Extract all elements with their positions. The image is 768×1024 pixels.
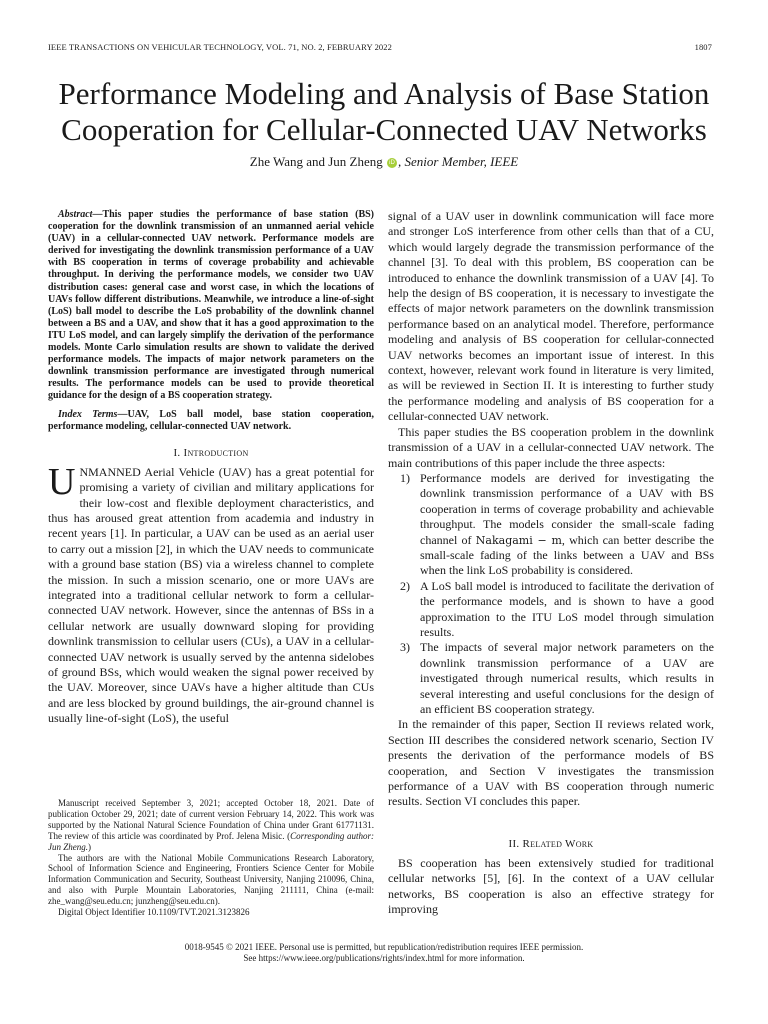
- list-item-text: The impacts of several major network parameters on the downlink transmission performance of a UAV are investigated through numerical results, which results in several interesting and useful conclusions for the design of an efficient BS cooperation strategy.: [420, 640, 714, 716]
- list-item: [388, 579, 714, 641]
- section-title: Introduction: [183, 446, 249, 459]
- footnotes: [48, 798, 374, 918]
- abstract-label: Abstract: [58, 209, 93, 220]
- list-item-text-end: , which can better describe the small-scale fading of the links between a UAV and BSs when the link LoS probability is considered.: [420, 532, 714, 578]
- list-item: [388, 640, 714, 717]
- list-item: [388, 471, 714, 579]
- footnote-doi: Digital Object Identifier 10.1109/TVT.2021.3123826: [58, 907, 250, 918]
- related-work-paragraph-1: BS cooperation has been extensively studied for traditional cellular networks [5], [6]. In the context of a UAV cellular networks, BS cooperation is also an effective strategy for improving: [388, 855, 714, 917]
- section-number: I.: [173, 446, 181, 459]
- copyright-line-2[interactable]: See https://www.ieee.org/publications/rights/index.html for more information.: [243, 953, 525, 963]
- right-column: [388, 209, 714, 917]
- author-line: [0, 154, 768, 170]
- intro-paragraph-1-continued: signal of a UAV user in downlink communication will face more and stronger LoS interference from other cells than that of a CU, which would largely degrade the transmission performance of the channel [3]. To deal with this problem, BS cooperation can be introduced to enhance the downlink transmission of a UAV [4]. To help the design of BS cooperation, it is necessary to investigate the effects of major network parameters on the downlink transmission performance based on an analytical model. Therefore, performance modeling and analysis of BS cooperation for cellular-connected UAV networks becomes an important issue of interest. In this context, however, relevant work found in literature is very limited, as will be reviewed in Section II. It is interesting to further study the performance modeling and analysis of BS cooperation for a cellular-connected UAV network.: [388, 209, 714, 424]
- footnote-received: [48, 798, 374, 853]
- page-number: 1807: [694, 42, 712, 52]
- math-expression: Nakagami − m: [475, 533, 562, 547]
- paper-title: [30, 76, 738, 148]
- footnote-affiliation: The authors are with the National Mobile Communications Research Laboratory, School of Information Science and Engineering, Frontiers Science Center for Mobile Information Communication and Security, Southeast University, Nanjing 210096, China, and also with Purple Mountain Laboratories, Nanjing 211111, China (e-mail: zhe_wang@seu.edu.cn; junzheng@seu.edu.cn).: [48, 852, 374, 907]
- title-line-1: Performance Modeling and Analysis of Base Station: [58, 76, 710, 111]
- orcid-icon[interactable]: iD: [387, 158, 397, 168]
- abstract-text: —This paper studies the performance of base station (BS) cooperation for the downlink transmission of an unmanned aerial vehicle (UAV) in a cellular-connected UAV network. Performance models are derived for investigating the downlink transmission performance of a UAV with BS cooperation in terms of coverage probability and achievable throughput. In deriving the performance models, we consider two UAV distribution cases: general case and worst case, in which the locations of UAVs follow different distributions. Meanwhile, we introduce a line-of-sight (LoS) ball model to describe the LoS probability of the downlink channel between a BS and a UAV, and show that it has a good approximation to the ITU LoS model, and can largely simplify the derivation of the performance models. Monte Carlo simulation results are shown to validate the derived performance models. The impacts of major network parameters on the downlink transmission performance are investigated through numerical results. The performance models can be used to provide theoretical guidance for the design of a BS cooperation strategy.: [48, 209, 374, 402]
- intro-paragraph-1: [48, 460, 374, 727]
- list-item-text: A LoS ball model is introduced to facilitate the derivation of the performance models, and is shown to have a good approximation to the ITU LoS model through simulation results.: [420, 578, 714, 639]
- copyright-notice: [0, 942, 768, 964]
- index-terms: [48, 409, 374, 433]
- section-heading-introduction: [48, 447, 374, 459]
- index-terms-text: —UAV, LoS ball model, base station cooperation, performance modeling, cellular-connected UAV network.: [48, 408, 374, 432]
- footnote-received-text: Manuscript received September 3, 2021; accepted October 18, 2021. Date of publication October 29, 2021; date of current version February 14, 2022. This work was supported by the National Natural Science Foundation of China under Grant 61771131. The review of this article was coordinated by Prof. Jelena Misic. (: [48, 798, 374, 841]
- section-number: II.: [508, 837, 520, 850]
- list-item-text: Performance models are derived for investigating the downlink transmission performance of a UAV with BS cooperation in terms of coverage probability and achievable throughput. The models consider the small-scale fading channel of: [420, 470, 714, 547]
- running-head: [48, 42, 712, 54]
- list-item-number: 2): [400, 578, 410, 593]
- author-role: , Senior Member, IEEE: [398, 154, 519, 169]
- copyright-line-1: 0018-9545 © 2021 IEEE. Personal use is permitted, but republication/redistribution requires IEEE permission.: [184, 942, 584, 952]
- footnote-corresponding: Corresponding author: Jun Zheng.: [48, 830, 375, 852]
- intro-paragraph-1-text: NMANNED Aerial Vehicle (UAV) has a great potential for promising a variety of civilian and military applications for their low-cost and flexible deployment characteristics, and thus has aroused great attention from academia and industry in recent years [1]. In particular, a UAV can be used as an aerial user to carry out a mission [2], in which the UAV needs to communicate with a ground base station (BS) via a wireless channel to complete the mission. In such a mission scenario, one or more UAVs are integrated into a traditional cellular network to form a cellular-connected UAV network. However, since the antennas of BSs in a cellular network are usually downward sloping for providing downlink transmission to cellular users (CUs), a UAV in a cellular-connected UAV network is usually served by the antenna sidelobes of ground BSs, which would weaken the signal power received by the UAV. Moreover, since UAVs have a higher altitude than CUs and are less blocked by ground buildings, the air-ground channel is usually line-of-sight (LoS), the useful: [48, 464, 374, 726]
- section-heading-related-work: [388, 838, 714, 850]
- contributions-list: [388, 471, 714, 718]
- journal-name: IEEE TRANSACTIONS ON VEHICULAR TECHNOLOGY, VOL. 71, NO. 2, FEBRUARY 2022: [48, 42, 392, 52]
- title-line-2: Cooperation for Cellular-Connected UAV Networks: [61, 112, 707, 147]
- dropcap: U: [48, 460, 76, 503]
- footnote-received-end: ): [88, 841, 91, 852]
- author-names: Zhe Wang and Jun Zheng: [249, 154, 383, 169]
- list-item-number: 1): [400, 470, 410, 485]
- intro-paragraph-3: In the remainder of this paper, Section II reviews related work, Section III describes the considered network scenario, Section IV presents the derivation of the performance models of BS cooperation, and Section V investigates the transmission performance of a UAV with BS cooperation through numeric results. Section VI concludes this paper.: [388, 717, 714, 809]
- left-column: [48, 209, 374, 727]
- abstract: [48, 209, 374, 403]
- section-title: Related Work: [522, 837, 594, 850]
- intro-paragraph-2: This paper studies the BS cooperation problem in the downlink transmission of a UAV in a cellular-connected UAV network. The main contributions of this paper include the three aspects:: [388, 424, 714, 470]
- list-item-number: 3): [400, 640, 410, 655]
- index-terms-label: Index Terms: [58, 408, 118, 420]
